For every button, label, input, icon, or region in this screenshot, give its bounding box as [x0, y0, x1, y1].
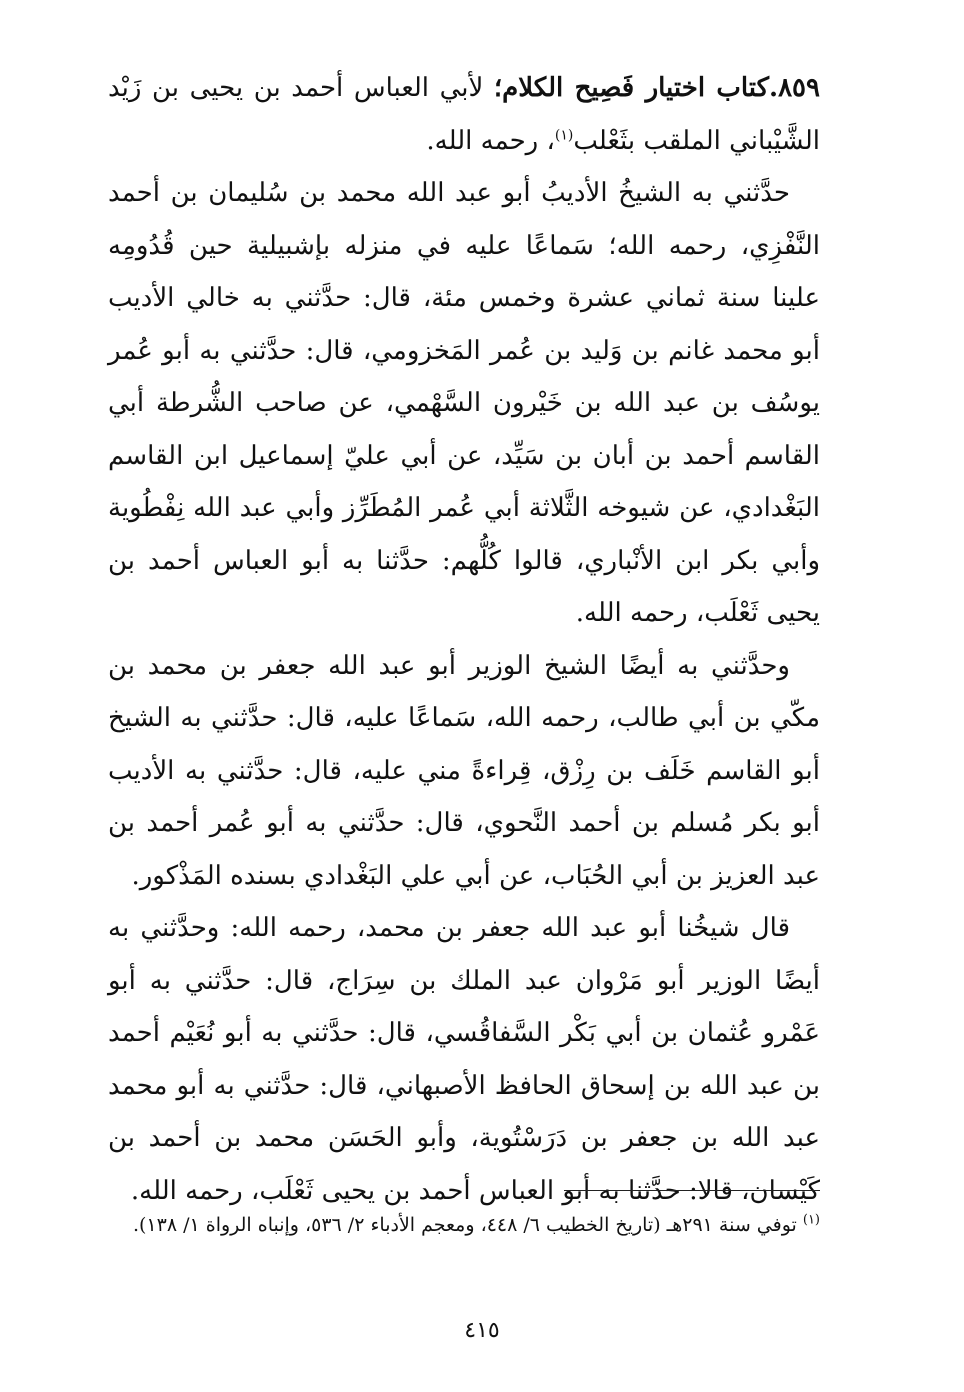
page-number: ٤١٥ [464, 1318, 500, 1343]
paragraph-chain-1: حدَّثني به الشيخُ الأديبُ أبو عبد الله محمد بن سُليمان بن أحمد النَّفْزِي، رحمه الله؛ سَماعًا عليه في منزله بإشبيلية حين قُدُومِه علينا سنة ثماني عشرة وخمس مئة، قال: حدَّثني به خالي الأديب أبو محمد غانم بن وَليد بن عُمر المَخزومي، قال: حدَّثني به أبو عُمر يوسُف بن عبد الله بن خَيْرون السَّهْمي، عن صاحب الشُّرطة أبي القاسم أحمد بن أبان بن سَيِّد، عن أبي عليّ إسماعيل ابن القاسم البَغْدادي، عن شيوخه الثَّلاثة أبي عُمر المُطَرِّز وأبي عبد الله نِفْطُوية وأبي بكر ابن الأنْباري، قالوا كُلُّهم: حدَّثنا به أبو العباس أحمد بن يحيى ثَعْلَب، رحمه الله. [108, 178, 820, 628]
footnote-mark: (١) [802, 1212, 820, 1228]
footnote-divider [564, 1190, 820, 1191]
main-text [108, 62, 820, 1217]
entry-title: كتاب اختيار فَصِيح الكلام؛ [493, 73, 770, 103]
paragraph-chain-3: قال شيخُنا أبو عبد الله جعفر بن محمد، رحمه الله: وحدَّثني به أيضًا الوزير أبو مَرْوان عبد الملك بن سِرَاج، قال: حدَّثني به أبو عَمْرو عُثمان بن أبي بَكْر السَّفاقُسي، قال: حدَّثني به أبو نُعَيْم أحمد بن عبد الله بن إسحاق الحافظ الأصبهاني، قال: حدَّثني به أبو محمد عبد الله بن جعفر بن دَرَسْتُوية، وأبو الحَسَن محمد بن أحمد بن كَيْسان، قالا: حدَّثنا به أبو العباس أحمد بن يحيى ثَعْلَب، رحمه الله. [108, 913, 820, 1206]
entry-author: لأبي العباس أحمد بن يحيى بن زَيْد الشَّيْباني الملقب بثَعْلب [108, 73, 820, 156]
footnote-text: توفي سنة ٢٩١هـ (تاريخ الخطيب ٦/ ٤٤٨، ومعجم الأدباء ٢/ ٥٣٦، وإنباه الرواة ١/ ١٣٨). [132, 1214, 803, 1236]
paragraph-chain-2: وحدَّثني به أيضًا الشيخ الوزير أبو عبد الله جعفر بن محمد بن مكّي بن أبي طالب، رحمه الله، سَماعًا عليه، قال: حدَّثني به الشيخ أبو القاسم خَلَف بن رِزْق، قِراءةً مني عليه، قال: حدَّثني به الأديب أبو بكر مُسلم بن أحمد النَّحوي، قال: حدَّثني به أبو عُمر أحمد بن عبد العزيز بن أبي الحُبَاب، عن أبي علي البَغْدادي بسنده المَذْكور. [108, 650, 820, 891]
footnote-reference[interactable]: (١) [554, 126, 574, 143]
entry-tail: ، رحمه الله. [426, 125, 555, 156]
entry-heading-paragraph [108, 62, 820, 167]
entry-number: ٨٥٩. [769, 73, 820, 103]
footnote [108, 1205, 820, 1245]
